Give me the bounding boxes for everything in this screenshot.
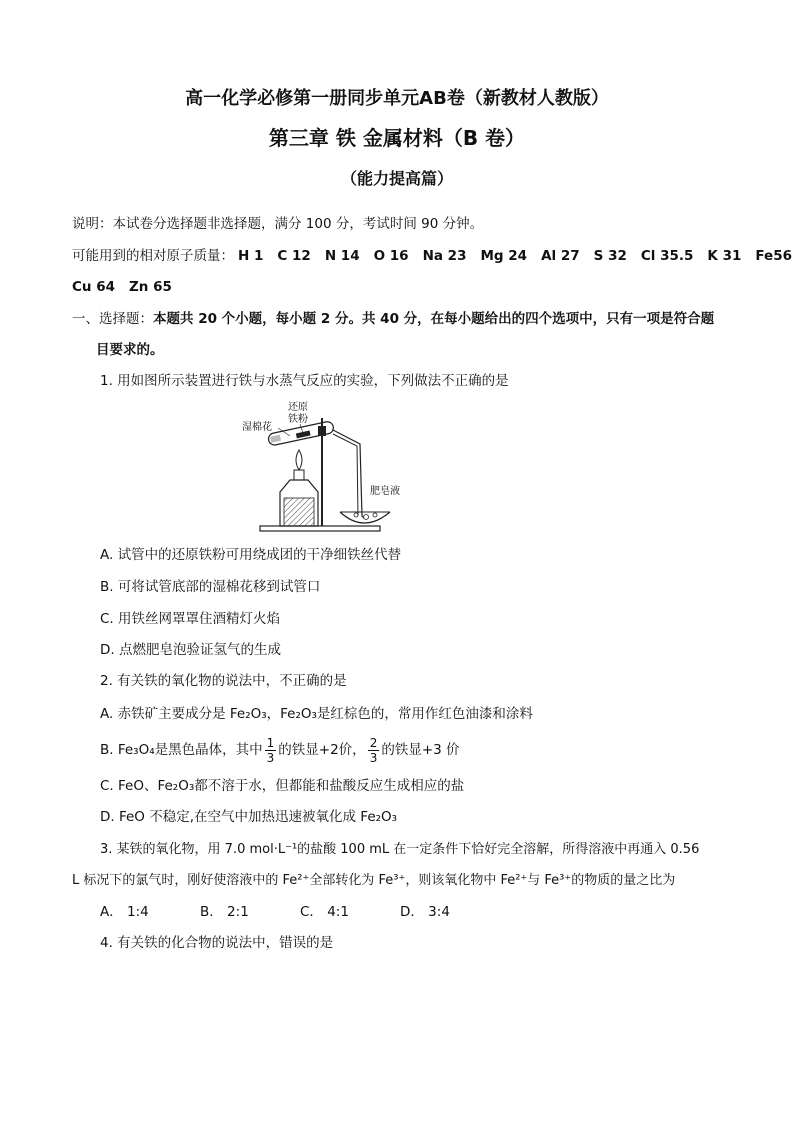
level-subtitle: （能力提高篇） (340, 169, 453, 188)
label-wet-cotton: 湿棉花 (242, 422, 272, 433)
delivery-tube (333, 430, 364, 518)
q2-option-c: C. FeO、Fe₂O₃都不溶于水，但都能和盐酸反应生成相应的盐 (100, 778, 465, 794)
section-header (72, 309, 714, 329)
atom-mass: Fe56 (755, 248, 792, 264)
exam-series-title: 高一化学必修第一册同步单元AB卷（新教材人教版） (185, 88, 609, 109)
label-reduced-iron-2: 铁粉 (288, 414, 308, 425)
atom-mass: Cl 35.5 (640, 248, 694, 264)
atom-mass: K 31 (707, 248, 742, 264)
q1-option-d: D. 点燃肥皂泡验证氢气的生成 (100, 642, 281, 658)
q1-option-c: C. 用铁丝网罩罩住酒精灯火焰 (100, 611, 281, 627)
question-3-line-1: 3. 某铁的氧化物，用 7.0 mol·L⁻¹的盐酸 100 mL 在一定条件下恰好完全溶解，所得溶液中再通入 0.56 (100, 842, 700, 857)
q2-option-d: D. FeO 不稳定,在空气中加热迅速被氧化成 Fe₂O₃ (100, 809, 398, 825)
label-reduced-iron-1: 还原 (288, 402, 308, 413)
wire-mesh-cover (294, 470, 304, 480)
fraction-two-thirds (368, 736, 380, 765)
q1-option-b: B. 可将试管底部的湿棉花移到试管口 (100, 579, 321, 595)
flame (296, 450, 302, 470)
atom-mass: Cu 64 (72, 279, 116, 295)
q3-choice-d: D． 3:4 (400, 904, 450, 920)
label-soap-solution: 肥皂液 (370, 486, 400, 497)
fraction-numerator: 1 (266, 735, 275, 750)
atom-mass: S 32 (593, 248, 627, 264)
section-description-cont: 目要求的。 (96, 342, 164, 358)
question-2-stem: 2. 有关铁的氧化物的说法中，不正确的是 (100, 673, 347, 689)
q3-choice-c: C． 4:1 (300, 904, 349, 920)
question-3-line-2: L 标况下的氯气时，刚好使溶液中的 Fe²⁺全部转化为 Fe³⁺，则该氧化物中 Fe²⁺与 Fe³⁺的物质的量之比为 (72, 873, 676, 888)
section-description: 本题共 20 个小题，每小题 2 分。共 40 分，在每小题给出的四个选项中，只有一项是符合题 (153, 311, 715, 327)
q2-option-b-middle: 的铁显+2价， (278, 742, 366, 758)
atom-mass: Na 23 (422, 248, 467, 264)
atom-mass: Al 27 (541, 248, 580, 264)
q2-option-b-suffix: 的铁显+3 价 (381, 742, 460, 758)
q1-option-a: A. 试管中的还原铁粉可用绕成团的干净细铁丝代替 (100, 547, 402, 563)
fraction-denominator: 3 (266, 750, 275, 765)
q2-option-a: A. 赤铁矿主要成分是 Fe₂O₃，Fe₂O₃是红棕色的，常用作红色油漆和涂料 (100, 706, 533, 722)
atomic-mass-line-1 (72, 246, 794, 266)
atomic-mass-line-2 (72, 277, 186, 297)
q3-choice-b: B． 2:1 (200, 904, 249, 920)
soap-bubble (354, 513, 358, 517)
soap-bubble (373, 513, 377, 517)
atom-mass: N 14 (324, 248, 360, 264)
fraction-one-third (265, 736, 277, 765)
atom-mass: C 12 (277, 248, 311, 264)
atom-mass: H 1 (238, 248, 264, 264)
atom-mass: O 16 (373, 248, 409, 264)
question-4-stem: 4. 有关铁的化合物的说法中，错误的是 (100, 935, 334, 951)
soap-bubble (364, 515, 369, 520)
delivery-tube-inner (333, 434, 358, 516)
q3-choice-a: A． 1:4 (100, 904, 149, 920)
q2-option-b (100, 734, 460, 766)
q2-option-b-prefix: B. Fe₃O₄是黑色晶体，其中 (100, 742, 263, 758)
soap-dish (340, 512, 390, 523)
section-heading: 一、选择题： (72, 311, 153, 327)
wet-cotton (270, 435, 281, 443)
atom-mass: Mg 24 (480, 248, 528, 264)
atomic-mass-label: 可能用到的相对原子质量： (72, 248, 234, 264)
fraction-denominator: 3 (369, 750, 378, 765)
atom-mass: Zn 65 (129, 279, 172, 295)
exam-instructions: 说明：本试卷分选择题非选择题，满分 100 分，考试时间 90 分钟。 (72, 216, 484, 232)
q3-choices (100, 902, 500, 922)
iron-steam-apparatus-figure (238, 400, 404, 534)
fraction-numerator: 2 (369, 735, 378, 750)
question-1-stem: 1. 用如图所示装置进行铁与水蒸气反应的实验，下列做法不正确的是 (100, 373, 509, 389)
lamp-fuel (284, 498, 314, 526)
chapter-title: 第三章 铁 金属材料（B 卷） (268, 126, 526, 150)
stand-base (260, 526, 380, 531)
